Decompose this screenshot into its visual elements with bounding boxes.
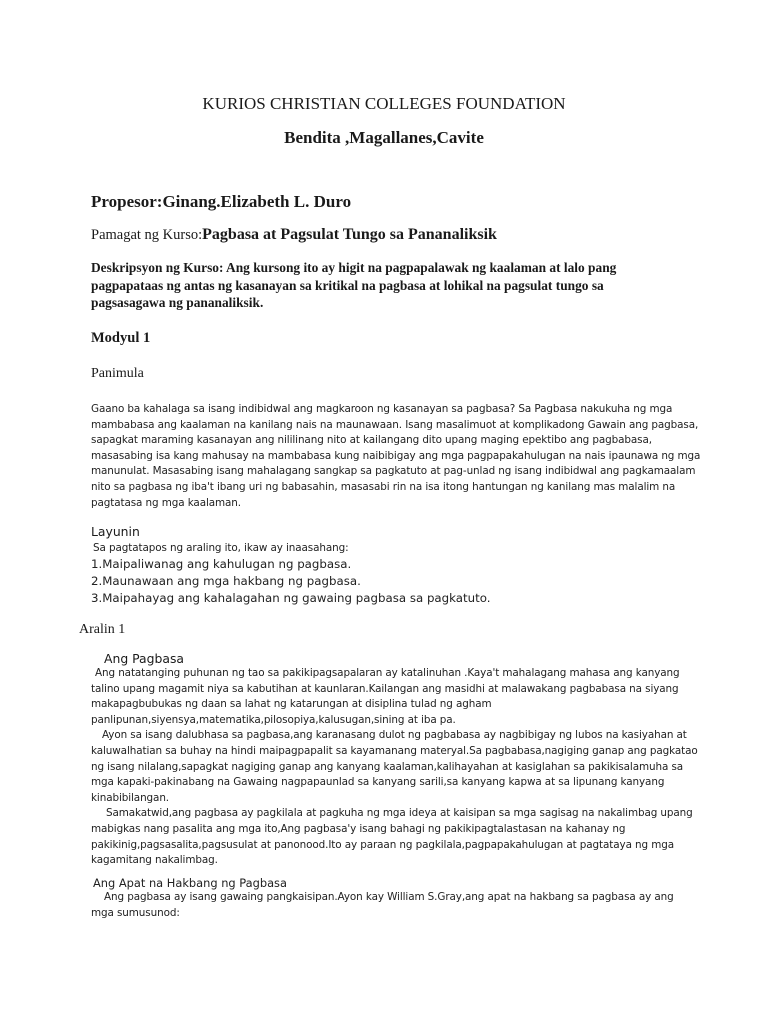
module-heading: Modyul 1	[91, 330, 151, 346]
steps-line: Ang pagbasa ay isang gawaing pangkaisipan.Ayon kay William S.Gray,ang apat na hakbang sa pagbasa ay ang	[104, 891, 674, 903]
description-line: pagsasagawa ng pananaliksik.	[91, 295, 264, 310]
intro-heading: Panimula	[91, 366, 144, 381]
intro-line: mambabasa ang kaalaman na kanilang nais na maunawaan. Isang masalimuot at komplikadong Gawain ang pagbasa,	[91, 418, 699, 431]
lesson-line: talino upang magamit niya sa kabutihan at kaunlaran.Kailangan ang masidhi at malawakang pagbabasa na siyang	[91, 682, 679, 695]
course-description	[91, 259, 616, 312]
professor-line	[91, 192, 351, 212]
objective-item: 2.Maunawaan ang mga hakbang ng pagbasa.	[91, 574, 361, 588]
steps-heading: Ang Apat na Hakbang ng Pagbasa	[93, 876, 287, 890]
lesson-line: pakikinig,pagsasalita,pagsusulat at panonood.Ito ay paraan ng pagkilala,pagpapakahulugan at pagtataya ng mga	[91, 838, 675, 851]
professor-name: Ginang.Elizabeth L. Duro	[162, 192, 352, 211]
objectives-list	[91, 556, 491, 607]
intro-line: sapagkat maraming kasanayan ang nililinang nito at kailangang dito upang maging epektibo ang pagbabasa,	[91, 434, 652, 447]
description-line: pagpapataas ng antas ng kasanayan sa kritikal na pagbasa at lohikal na pagsulat tungo sa	[91, 277, 604, 293]
lesson-line: ng isang nilalang,sapagkat nagiging ganap ang kanyang kaalaman,kalihayahan at kasiglahan sa pakikisalamuha sa	[91, 760, 684, 773]
intro-line: nito sa pagbasa ng iba't ibang uri ng babasahin, masasabi rin na isa itong hantungan ng kanilang mas malalim na	[91, 480, 676, 493]
lesson-line: kagamitang nakalimbag.	[91, 854, 218, 867]
steps-line: mga sumusunod:	[91, 906, 180, 919]
school-name: KURIOS CHRISTIAN COLLEGES FOUNDATION	[202, 94, 566, 113]
lesson-line: kinabibilangan.	[91, 791, 170, 804]
lesson-line: mabigkas nang pasalita ang mga ito,Ang pagbasa'y isang bahagi ng pakikipagtalastasan na kahanay ng	[91, 822, 626, 835]
course-title-line	[91, 226, 497, 244]
lesson-line: Samakatwid,ang pagbasa ay pagkilala at pagkuha ng mga ideya at kaisipan sa mga sagisag na nakalimbag upang	[106, 807, 693, 820]
lesson-line: Ayon sa isang dalubhasa sa pagbasa,ang karanasang dulot ng pagbabasa ay nagbibigay ng lubos na kasiyahan at	[102, 729, 687, 742]
intro-line: Gaano ba kahalaga sa isang indibidwal ang magkaroon ng kasanayan sa pagbasa? Sa Pagbasa nakukuha ng mga	[91, 403, 673, 415]
description-line: Deskripsyon ng Kurso: Ang kursong ito ay higit na pagpapalawak ng kaalaman at lalo pang	[91, 260, 617, 275]
objectives-heading: Layunin	[91, 524, 140, 539]
intro-line: masasabing isa kang mahusay na mambabasa kung naibibigay ang mga pagpapakahulugan na nais ipaunawa ng mga	[91, 449, 701, 462]
lesson-line: makapagbubukas ng daan sa lahat ng katarungan at disiplina tulad ng agham	[91, 698, 492, 711]
steps-paragraph	[91, 890, 674, 921]
lesson-paragraph	[91, 666, 698, 869]
objective-item: 3.Maipahayag ang kahalagahan ng gawaing pagbasa sa pagkatuto.	[91, 591, 491, 605]
school-address: Bendita ,Magallanes,Cavite	[284, 128, 484, 147]
course-title-value: Pagbasa at Pagsulat Tungo sa Pananaliksik	[202, 226, 497, 243]
lesson-line: Ang natatanging puhunan ng tao sa pakikipagsapalaran ay katalinuhan .Kaya't mahalagang mahasa ang kanyang	[95, 667, 680, 679]
lesson-line: kaluwalhatian sa buhay na hindi maipagpapalit sa kayamanang materyal.Sa pagbabasa,nagiging ganap ang pagkatao	[91, 744, 698, 757]
objectives-intro: Sa pagtatapos ng araling ito, ikaw ay inaasahang:	[93, 542, 349, 554]
intro-line: pagtatasa ng mga kaalaman.	[91, 496, 241, 509]
intro-line: manunulat. Masasabing isang mahalagang sangkap sa pagkatuto at pag-unlad ng isang indibidwal ang pagkamaalam	[91, 465, 696, 478]
lesson-heading: Aralin 1	[79, 622, 126, 637]
lesson-subheading: Ang Pagbasa	[104, 651, 185, 666]
professor-label: Propesor:	[91, 192, 163, 211]
lesson-line: panlipunan,siyensya,matematika,pilosopiya,kalusugan,sining at iba pa.	[91, 713, 456, 726]
course-title-label: Pamagat ng Kurso:	[91, 227, 203, 243]
lesson-line: mga kapaki-pakinabang na Gawaing nagpapaunlad sa kanyang sarili,sa kanyang kapwa at sa lipunang kanyang	[91, 776, 665, 789]
objective-item: 1.Maipaliwanag ang kahulugan ng pagbasa.	[91, 557, 352, 571]
intro-paragraph	[91, 402, 700, 511]
